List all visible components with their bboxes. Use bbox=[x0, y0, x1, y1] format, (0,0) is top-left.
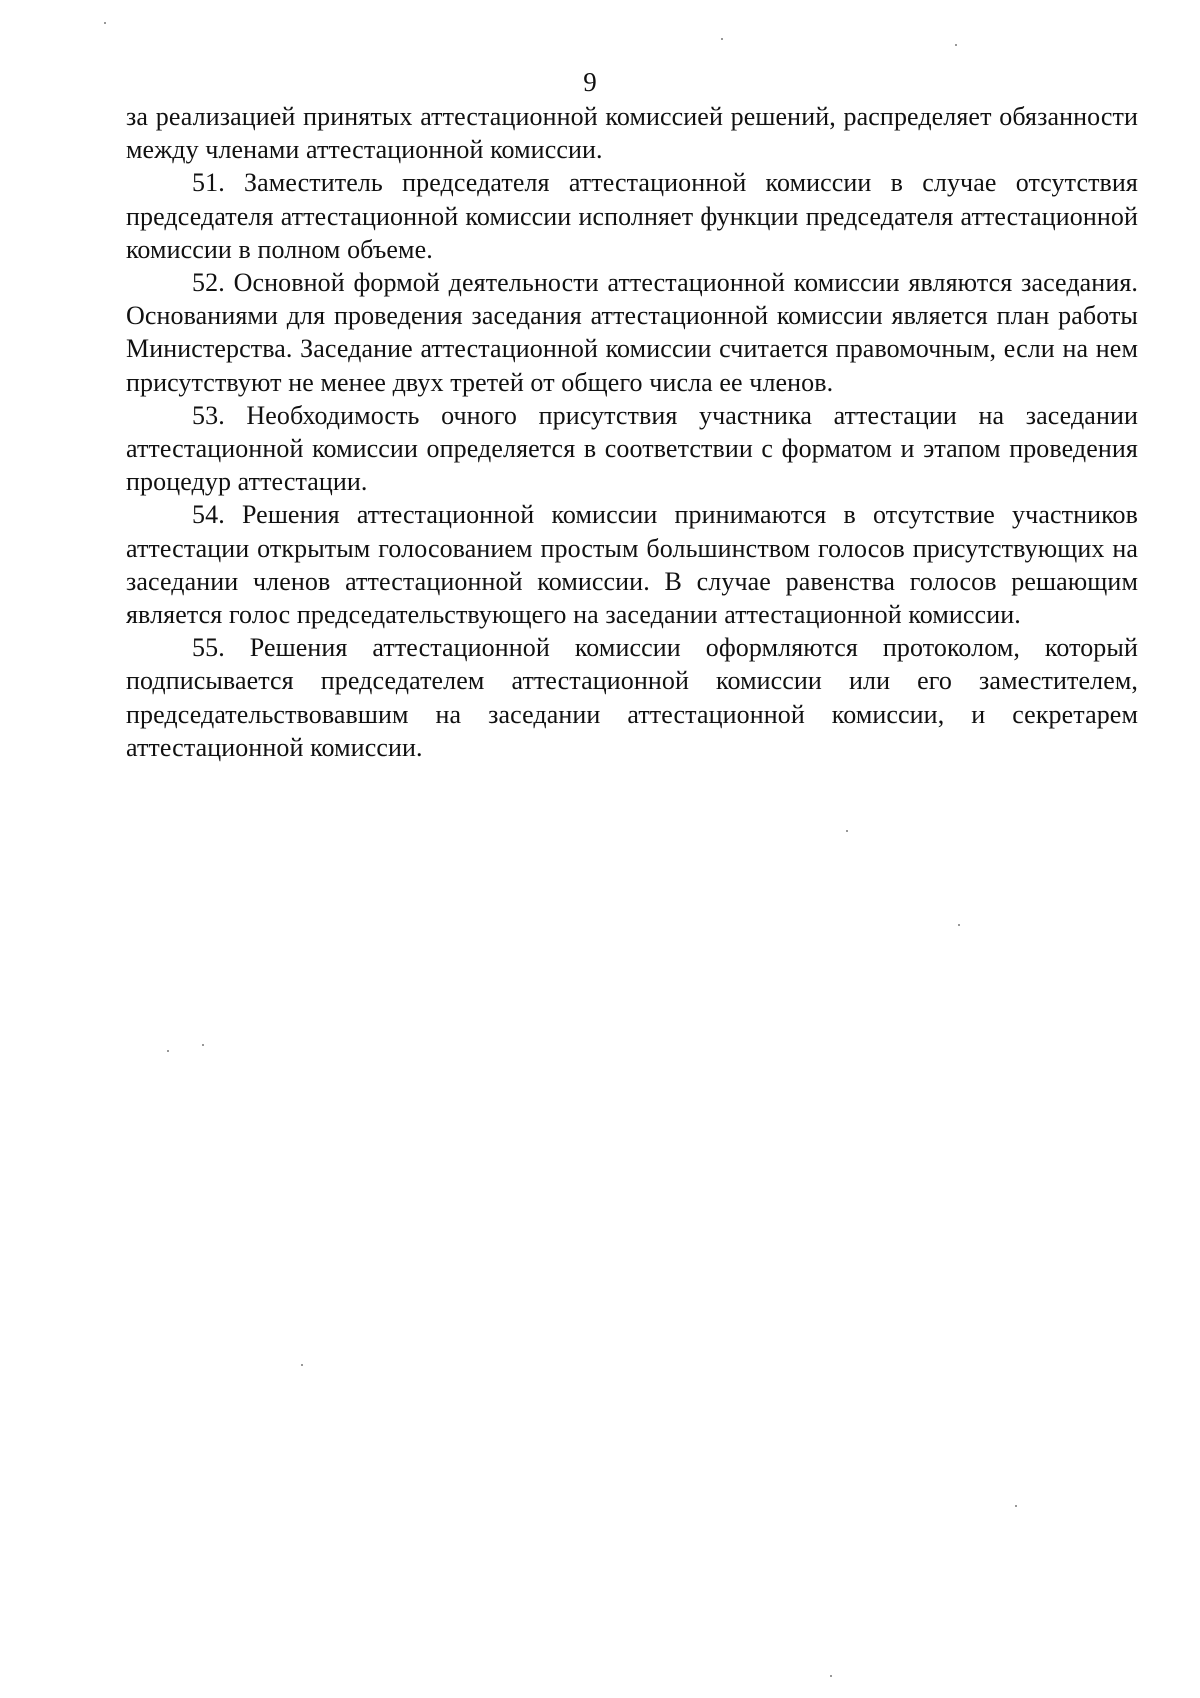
scan-speck bbox=[202, 1044, 204, 1046]
paragraph-53: 53. Необходимость очного присутствия участника аттестации на заседании аттестационной комиссии определяется в соответствии с форматом и этапом проведения процедур аттестации. bbox=[126, 400, 1138, 497]
document-body bbox=[126, 100, 1138, 764]
scan-speck bbox=[301, 1364, 303, 1366]
scan-speck bbox=[1015, 1505, 1017, 1507]
paragraph-52: 52. Основной формой деятельности аттестационной комиссии являются заседания. Основаниями для проведения заседания аттестационной комиссии является план работы Министерства. Заседание аттестационной комиссии считается правомочным, если на нем присутствуют не менее двух третей от общего числа ее членов. bbox=[126, 268, 1138, 397]
page-number: 9 bbox=[583, 67, 597, 97]
scan-speck bbox=[846, 830, 848, 832]
paragraph-55: 55. Решения аттестационной комиссии оформляются протоколом, который подписывается председателем аттестационной комиссии или его заместителем, председательствовавшим на заседании аттестационной комиссии, и секретарем аттестационной комиссии. bbox=[126, 633, 1138, 762]
paragraph-54: 54. Решения аттестационной комиссии принимаются в отсутствие участников аттестации открытым голосованием простым большинством голосов присутствующих на заседании членов аттестационной комиссии. В случае равенства голосов решающим является голос председательствующего на заседании аттестационной комиссии. bbox=[126, 500, 1138, 630]
paragraph-continuation: за реализацией принятых аттестационной комиссией решений, распределяет обязанности между членами аттестационной комиссии. bbox=[126, 102, 1138, 165]
scan-speck bbox=[167, 1050, 169, 1052]
scan-speck bbox=[721, 38, 723, 40]
paragraph-51: 51. Заместитель председателя аттестационной комиссии в случае отсутствия председателя аттестационной комиссии исполняет функции председателя аттестационной комиссии в полном объеме. bbox=[126, 168, 1138, 264]
scan-speck bbox=[958, 924, 960, 926]
scan-speck bbox=[830, 1675, 832, 1677]
scan-speck bbox=[955, 44, 957, 46]
scan-speck bbox=[104, 22, 106, 24]
